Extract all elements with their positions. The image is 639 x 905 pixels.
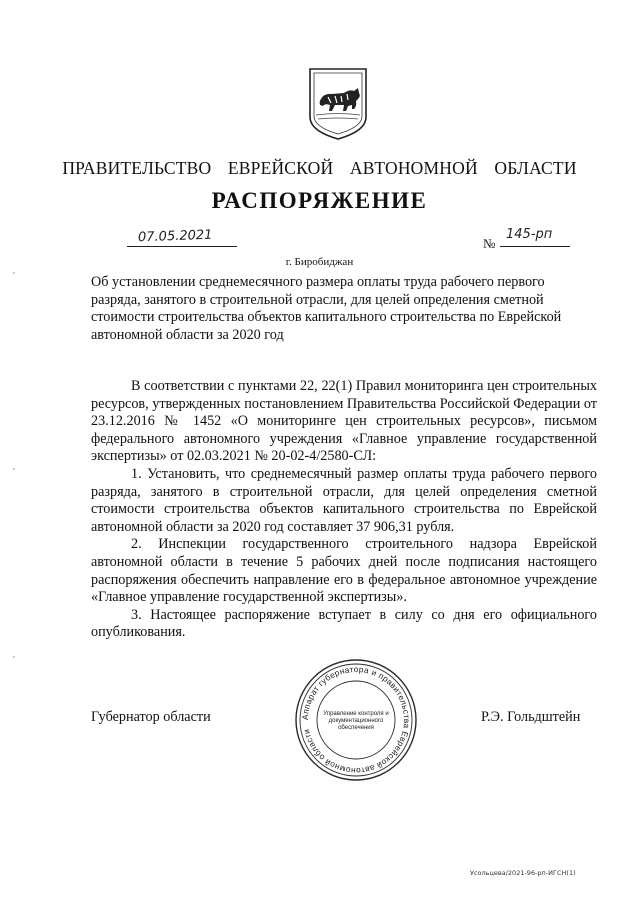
scan-speck <box>13 656 15 658</box>
government-name: ПРАВИТЕЛЬСТВО ЕВРЕЙСКОЙ АВТОНОМНОЙ ОБЛАСТИ <box>62 158 577 178</box>
body-item-2: 2. Инспекции государственного строительного надзора Еврейской автономной области в течение 5 рабочих дней после подписания настоящего распоряжения обеспечить направление его в федеральное автономное учреждение «Главное управление государственной экспертизы». <box>91 536 597 606</box>
document-type-title: РАСПОРЯЖЕНИЕ <box>211 188 428 213</box>
body-item-3: 3. Настоящее распоряжение вступает в силу со дня его официального опубликования. <box>91 606 597 641</box>
seal-center-line-1: Управление контроля и <box>323 711 389 717</box>
number-underline <box>500 246 570 247</box>
signatory-name: Р.Э. Гольдштейн <box>481 709 581 725</box>
scan-speck <box>13 272 15 274</box>
seal-center-line-2: документационного <box>328 718 384 724</box>
document-footer-code: Усольцева/2021-96-рп-ИГСН(1) <box>470 869 576 877</box>
seal-ring-text: Аппарат губернатора и правительства Еврейской автономной области <box>299 663 413 777</box>
document-date: 07.05.2021 <box>137 227 213 246</box>
number-label: № <box>483 236 496 251</box>
body-intro: В соответствии с пунктами 22, 22(1) Правил мониторинга цен строительных ресурсов, утвержденных постановлением Правительства Российской Федерации от 23.12.2016 № 1452 «О мониторинге цен строительных ресурсов», письмом федерального автономного учреждения «Главное управление государственной экспертизы» от 02.03.2021 № 20-02-4/2580-СЛ: <box>91 378 597 465</box>
document-number: 145-рп <box>506 227 553 242</box>
seal-center-line-3: обеспечения <box>338 725 374 731</box>
document-subject: Об установлении среднемесячного размера оплаты труда рабочего первого разряда, занятого в строительной отрасли, для целей определения сметной стоимости строительства объектов капитального строительства по Еврейской автономной области за 2020 год <box>91 274 562 343</box>
body-item-1: 1. Установить, что среднемесячный размер оплаты труда рабочего первого разряда, занятого в строительной отрасли, для целей определения сметной стоимости строительства объектов капитального строительства по Еврейской автономной области за 2020 год составляет 37 906,31 рубля. <box>91 465 597 535</box>
coat-of-arms-emblem <box>304 65 372 142</box>
scan-speck <box>13 468 15 470</box>
city: г. Биробиджан <box>285 256 354 268</box>
signatory-position: Губернатор области <box>91 709 211 725</box>
official-seal <box>293 657 419 783</box>
date-underline <box>127 246 237 247</box>
document-body <box>91 378 597 642</box>
